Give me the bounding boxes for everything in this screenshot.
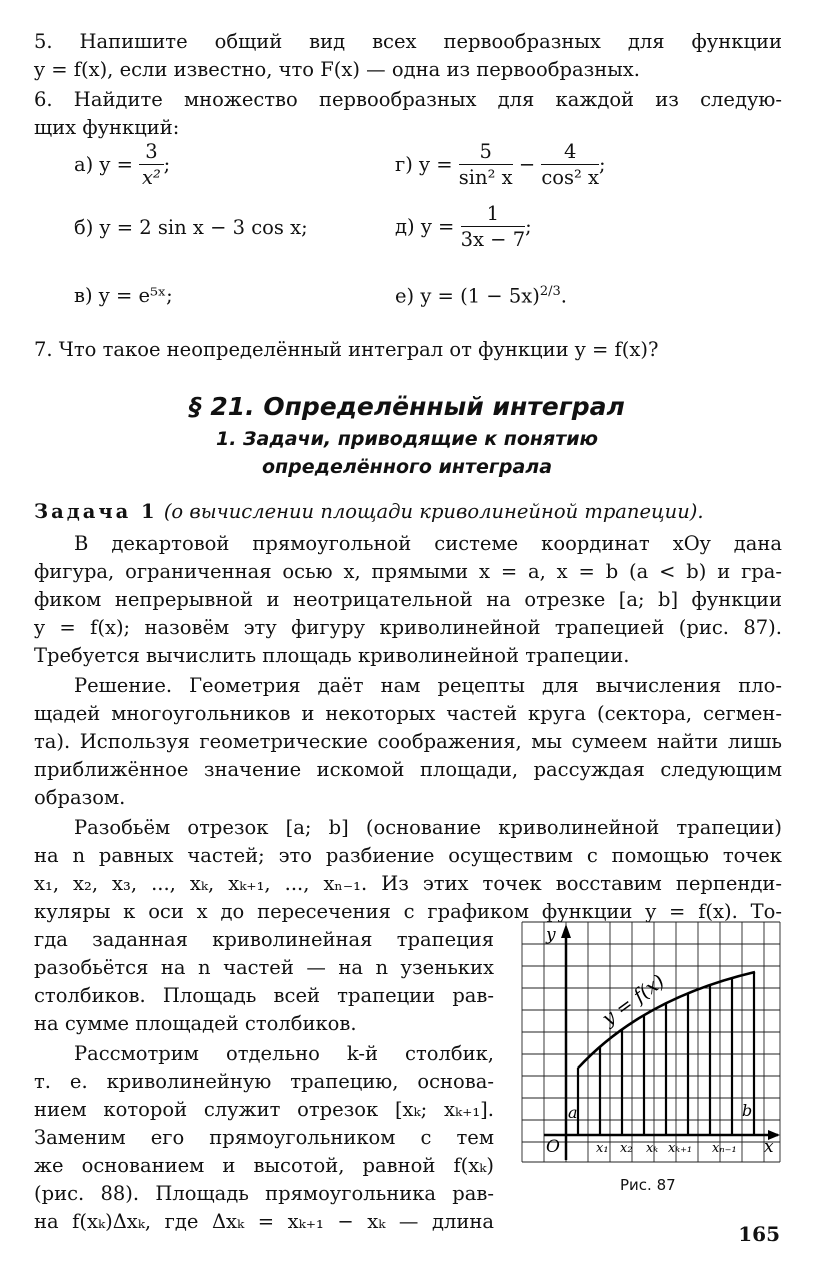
task-heading: Задача 1 (о вычислении площади криволинейной трапеции).: [34, 500, 704, 523]
tick-x2: x₂: [620, 1141, 633, 1156]
narrow-line: разобьётся на n частей — на n узеньких: [34, 956, 494, 979]
section-subtitle-2: определённого интеграла: [261, 456, 553, 478]
exercise-d: д) y = $\frac{1}{3x - 7}$ ;: [395, 202, 532, 251]
narrow-line: нием которой служит отрезок [xₖ; xₖ₊₁].: [34, 1098, 494, 1121]
q7: 7. Что такое неопределённый интеграл от функции y = f(x)?: [34, 338, 659, 361]
narrow-line: Рассмотрим отдельно k-й столбик,: [74, 1042, 494, 1065]
exercise-b: б) y = 2 sin x − 3 cos x;: [74, 216, 308, 239]
para1-line: Требуется вычислить площадь криволинейной трапеции.: [34, 644, 630, 667]
origin-label: O: [546, 1137, 560, 1157]
para2-line: та). Используя геометрические соображения, мы сумеем найти лишь: [34, 730, 782, 753]
section-subtitle-1: 1. Задачи, приводящие к понятию: [215, 428, 599, 450]
para1-line: y = f(x); назовём эту фигуру криволинейной трапецией (рис. 87).: [34, 616, 782, 639]
para2-line: приближённое значение искомой площади, рассуждая следующим: [34, 758, 782, 781]
y-axis-label: y: [546, 925, 556, 945]
tick-xk1: xₖ₊₁: [668, 1141, 693, 1156]
q5-line1: 5. Напишите общий вид всех первообразных для функции: [34, 30, 782, 53]
exercise-g: г) y = $\frac{5}{\text{sin² x}}$ − $\frac{4}{\text{cos² x}}$ ;: [395, 140, 606, 189]
section-title: § 21. Определённый интеграл: [189, 392, 625, 421]
narrow-line: Заменим его прямоугольником с тем: [34, 1126, 494, 1149]
para3-line: Разобьём отрезок [a; b] (основание криволинейной трапеции): [74, 816, 782, 839]
exercise-v: в) y = e⁵ˣ;: [74, 284, 173, 307]
tick-xn1: xₙ₋₁: [712, 1141, 737, 1156]
y-axis-arrow: [561, 924, 571, 938]
a-label: a: [568, 1103, 578, 1122]
para3-line: куляры к оси x до пересечения с графиком функции y = f(x). То-: [34, 900, 782, 923]
narrow-line: на сумме площадей столбиков.: [34, 1012, 357, 1035]
narrow-line: столбиков. Площадь всей трапеции рав-: [34, 984, 494, 1007]
partition-lines: [578, 972, 754, 1135]
tick-x1: x₁: [596, 1141, 609, 1156]
narrow-line: же основанием и высотой, равной f(xₖ): [34, 1154, 494, 1177]
para3-line: x₁, x₂, x₃, ..., xₖ, xₖ₊₁, ..., xₙ₋₁. Из этих точек восставим перпенди-: [34, 872, 782, 895]
q6-line2: щих функций:: [34, 116, 180, 139]
curve-label: y = f(x): [598, 970, 669, 1031]
b-label: b: [742, 1101, 753, 1120]
x-axis-label: x: [764, 1137, 774, 1157]
page-number: 165: [738, 1222, 780, 1246]
grid: [522, 922, 780, 1162]
para1-line: фиком непрерывной и неотрицательной на отрезке [a; b] функции: [34, 588, 782, 611]
narrow-line: на f(xₖ)Δxₖ, где Δxₖ = xₖ₊₁ − xₖ — длина: [34, 1210, 494, 1233]
figure-caption: Рис. 87: [620, 1176, 676, 1194]
narrow-line: (рис. 88). Площадь прямоугольника рав-: [34, 1182, 494, 1205]
narrow-line: гда заданная криволинейная трапеция: [34, 928, 494, 951]
q5-line2: y = f(x), если известно, что F(x) — одна из первообразных.: [34, 58, 640, 81]
exercise-a: а) y = $\frac{3}{\text{x²}}$ ;: [74, 140, 171, 189]
exercise-e: е) $y = (1 - 5x)^{2/3}$.: [395, 284, 567, 308]
tick-xk: xₖ: [646, 1141, 659, 1156]
para2-line: образом.: [34, 786, 126, 809]
figure-87: [520, 920, 782, 1164]
q6-line1: 6. Найдите множество первообразных для каждой из следую-: [34, 88, 782, 111]
para2-line: Решение. Геометрия даёт нам рецепты для вычисления пло-: [74, 674, 782, 697]
para3-line: на n равных частей; это разбиение осуществим с помощью точек: [34, 844, 782, 867]
para1-line: фигура, ограниченная осью x, прямыми x = a, x = b (a < b) и гра-: [34, 560, 782, 583]
para1-line: В декартовой прямоугольной системе координат xOy дана: [74, 532, 782, 555]
narrow-line: т. е. криволинейную трапецию, основа-: [34, 1070, 494, 1093]
para2-line: щадей многоугольников и некоторых частей круга (сектора, сегмен-: [34, 702, 782, 725]
